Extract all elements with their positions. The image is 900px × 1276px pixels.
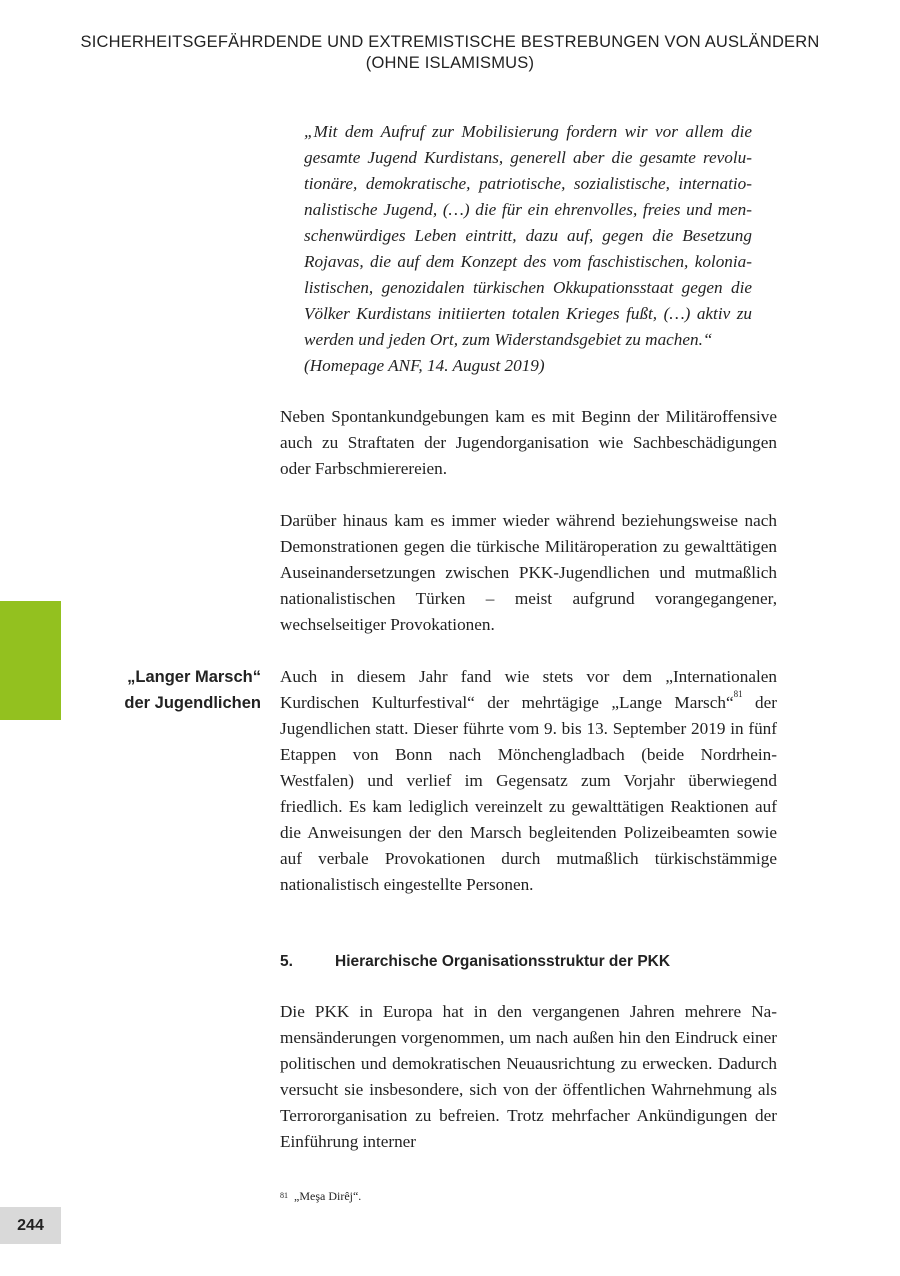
side-heading-line-2: der Jugendlichen (124, 694, 261, 712)
page-number: 244 (0, 1207, 61, 1244)
running-header-line-1: SICHERHEITSGEFÄHRDENDE UND EXTREMISTISCHE BESTREBUNGEN VON AUSLÄNDERN (80, 33, 820, 51)
paragraph-long-march (280, 664, 777, 898)
footnote (280, 1188, 361, 1204)
footnote-marker: 81 (280, 1191, 288, 1200)
footnote-reference[interactable]: 81 (733, 689, 743, 699)
long-march-text-a: Auch in diesem Jahr fand wie stets vor dem „Internationalen Kurdischen Kulturfestival“ der mehrtägige „Lange Marsch“ (280, 667, 777, 712)
side-heading (100, 664, 261, 716)
paragraph-violent-clashes: Darüber hinaus kam es immer wieder während beziehungsweise nach Demonstrationen gegen die türkische Militäroperation zu gewalttätigen Auseinandersetzungen zwischen PKK-Jugendlichen und mutmaßlich nationalistischen Türken – meist aufgrund vorangegangener, wechselseitiger Provokationen. (280, 511, 777, 634)
section-title: Hierarchische Organisationsstruktur der PKK (335, 953, 671, 970)
paragraph-pkk-structure: Die PKK in Europa hat in den vergangenen Jahren mehrere Namensänderungen vorgenommen, um nach außen hin den Eindruck einer politischen und demokratischen Neuausrichtung zu erwecken. Dadurch versucht sie insbesondere, sich von der öffentlichen Wahrnehmung als Terrororganisation zu befreien. Trotz mehrfacher Ankündigungen der Einführung interner (280, 1002, 777, 1151)
paragraph-spontaneous-rallies: Neben Spontankundgebungen kam es mit Beginn der Militäroffensive auch zu Straftaten der Jugendorganisation wie Sachbeschädigungen oder Farbschmierereien. (280, 407, 777, 478)
running-header-line-2: (OHNE ISLAMISMUS) (365, 54, 535, 72)
side-heading-line-1: „Langer Marsch“ (127, 668, 261, 686)
block-quote (304, 119, 752, 379)
footnote-text: „Meşa Dirêj“. (294, 1189, 362, 1203)
long-march-text-b: der Jugendlichen statt. Dieser führte vom 9. bis 13. September 2019 in fünf Etappen von Bonn nach Mönchengladbach (beide Nordrhein-Westfalen) und verlief im Gegensatz zum Vorjahr überwiegend friedlich. Es kam lediglich vereinzelt zu gewalttätigen Reaktionen auf die Anweisungen der den Marsch begleitenden Polizeibeamten sowie auf verbale Provokationen durch mutmaßlich türkischstämmige nationalistisch eingestellte Personen. (280, 693, 777, 894)
section-number: 5. (280, 953, 293, 970)
quote-source: (Homepage ANF, 14. August 2019) (304, 356, 545, 375)
quote-text: „Mit dem Aufruf zur Mobilisierung fordern wir vor allem die gesamte Jugend Kurdistans, generell aber die gesamte revolutionäre, demokratische, patriotische, sozialistische, internationalistische Jugend, (…) die für ein ehrenvolles, freies und menschenwürdiges Leben eintritt, dazu auf, gegen die Besetzung Rojavas, die auf dem Konzept des vom faschistischen, kolonialistischen, genozidalen türkischen Okkupationsstaat gegen die Völker Kurdistans initiierten totalen Krieges fußt, (…) aktiv zu werden und jeden Ort, zum Widerstandsgebiet zu machen.“ (304, 122, 752, 349)
chapter-color-tab (0, 601, 61, 720)
section-heading (280, 949, 777, 975)
running-header (0, 32, 900, 74)
